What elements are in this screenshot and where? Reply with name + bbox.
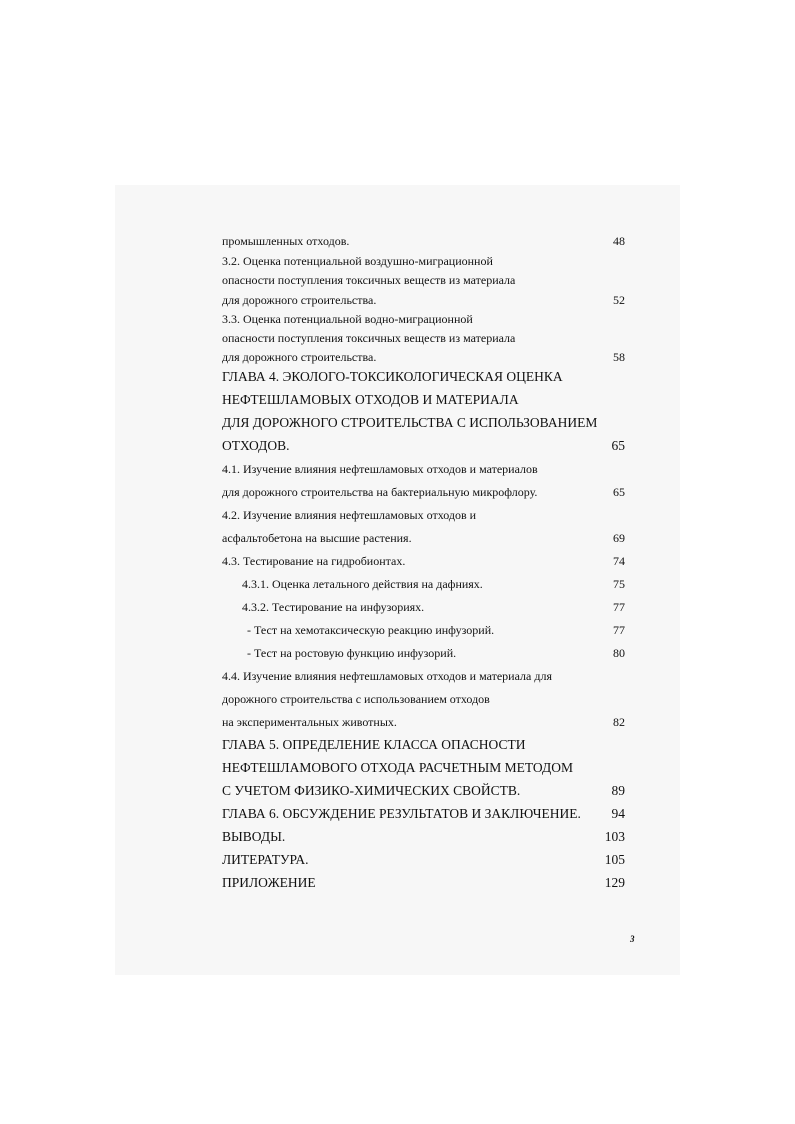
toc-line: [222, 254, 625, 268]
toc-entry-page: 65: [611, 438, 625, 453]
toc-entry-text: НЕФТЕШЛАМОВОГО ОТХОДА РАСЧЕТНЫМ МЕТОДОМ: [222, 760, 573, 775]
toc-entry-text: С УЧЕТОМ ФИЗИКО-ХИМИЧЕСКИХ СВОЙСТВ.: [222, 783, 521, 798]
toc-entry-text: на экспериментальных животных.: [222, 715, 397, 729]
toc-chapter-line: [222, 875, 625, 891]
toc-entry-page: 94: [611, 806, 625, 821]
toc-entry-text: - Тест на ростовую функцию инфузорий.: [247, 646, 457, 660]
toc-line: [247, 623, 625, 637]
toc-chapter-line: [222, 852, 625, 868]
toc-entry-page: 105: [604, 852, 625, 867]
toc-chapter-line: [222, 737, 625, 753]
toc-entry-text: ОТХОДОВ.: [222, 438, 290, 453]
toc-chapter-line: [222, 392, 625, 408]
toc-line: [222, 273, 625, 287]
toc-entry-page: 77: [613, 600, 625, 614]
toc-entry-page: 69: [613, 531, 625, 545]
toc-chapter-line: [222, 760, 625, 776]
toc-entry-text: НЕФТЕШЛАМОВЫХ ОТХОДОВ И МАТЕРИАЛА: [222, 392, 519, 407]
toc-entry-page: 129: [604, 875, 625, 890]
toc-entry-page: 103: [604, 829, 625, 844]
toc-line: [222, 669, 625, 683]
page-number: 3: [630, 934, 635, 944]
toc-entry-page: 58: [613, 350, 625, 364]
toc-entry-text: опасности поступления токсичных веществ из материала: [222, 273, 516, 287]
toc-line: [222, 692, 625, 706]
toc-line: [222, 715, 625, 729]
toc-entry-text: ГЛАВА 4. ЭКОЛОГО-ТОКСИКОЛОГИЧЕСКАЯ ОЦЕНКА: [222, 369, 563, 384]
toc-chapter-line: [222, 829, 625, 845]
toc-entry-page: 48: [613, 234, 625, 248]
toc-entry-page: 77: [613, 623, 625, 637]
toc-line: [247, 646, 625, 660]
toc-chapter-line: [222, 806, 625, 822]
toc-line: [242, 600, 625, 614]
toc-entry-text: для дорожного строительства.: [222, 293, 377, 307]
toc-entry-text: ЛИТЕРАТУРА.: [222, 852, 309, 867]
toc-entry-text: 3.2. Оценка потенциальной воздушно-миграционной: [222, 254, 493, 268]
toc-line: [222, 293, 625, 307]
toc-entry-text: ПРИЛОЖЕНИЕ: [222, 875, 316, 890]
toc-entry-text: опасности поступления токсичных веществ из материала: [222, 331, 516, 345]
toc-chapter-line: [222, 369, 625, 385]
toc-entry-text: ГЛАВА 5. ОПРЕДЕЛЕНИЕ КЛАССА ОПАСНОСТИ: [222, 737, 526, 752]
toc-entry-page: 80: [613, 646, 625, 660]
toc-entry-text: асфальтобетона на высшие растения.: [222, 531, 412, 545]
toc-line: [222, 312, 625, 326]
toc-line: [222, 234, 625, 248]
toc-line: [222, 531, 625, 545]
toc-entry-page: 74: [613, 554, 625, 568]
toc-entry-page: 75: [613, 577, 625, 591]
toc-line: [242, 577, 625, 591]
toc-entry-text: ДЛЯ ДОРОЖНОГО СТРОИТЕЛЬСТВА С ИСПОЛЬЗОВАНИЕМ: [222, 415, 598, 430]
toc-chapter-line: [222, 415, 625, 431]
toc-entry-text: для дорожного строительства.: [222, 350, 377, 364]
toc-entry-page: 89: [611, 783, 625, 798]
toc-line: [222, 485, 625, 499]
toc-entry-text: дорожного строительства с использованием отходов: [222, 692, 490, 706]
toc-entry-text: 4.4. Изучение влияния нефтешламовых отходов и материала для: [222, 669, 552, 683]
toc-line: [222, 331, 625, 345]
toc-chapter-line: [222, 783, 625, 799]
toc-entry-text: промышленных отходов.: [222, 234, 350, 248]
toc-entry-text: 4.3. Тестирование на гидробионтах.: [222, 554, 406, 568]
toc-line: [222, 508, 625, 522]
toc-entry-text: ГЛАВА 6. ОБСУЖДЕНИЕ РЕЗУЛЬТАТОВ И ЗАКЛЮЧЕНИЕ.: [222, 806, 581, 821]
toc-entry-page: 52: [613, 293, 625, 307]
toc-entry-text: 4.3.2. Тестирование на инфузориях.: [242, 600, 425, 614]
toc-line: [222, 554, 625, 568]
toc-entry-text: для дорожного строительства на бактериальную микрофлору.: [222, 485, 538, 499]
toc-chapter-line: [222, 438, 625, 454]
toc-entry-page: 82: [613, 715, 625, 729]
toc-entry-text: 4.2. Изучение влияния нефтешламовых отходов и: [222, 508, 477, 522]
toc-entry-text: - Тест на хемотаксическую реакцию инфузорий.: [247, 623, 495, 637]
toc-entry-text: 4.3.1. Оценка летального действия на дафниях.: [242, 577, 483, 591]
toc-entry-text: 4.1. Изучение влияния нефтешламовых отходов и материалов: [222, 462, 538, 476]
toc-line: [222, 462, 625, 476]
toc-entry-page: 65: [613, 485, 625, 499]
toc-entry-text: 3.3. Оценка потенциальной водно-миграционной: [222, 312, 473, 326]
toc-line: [222, 350, 625, 364]
toc-entry-text: ВЫВОДЫ.: [222, 829, 286, 844]
